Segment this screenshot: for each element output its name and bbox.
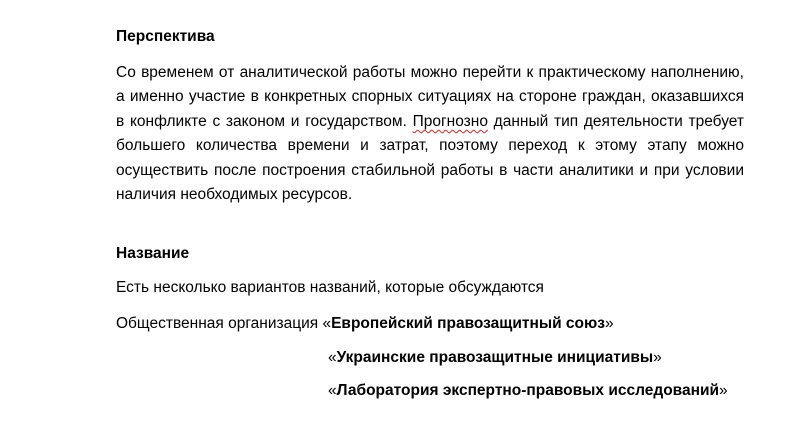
option-3-close-quote: » [719,382,728,399]
option-2-close-quote: » [653,349,662,366]
heading-name: Название [116,245,190,262]
spellcheck-flagged-word[interactable]: Прогнозно [412,112,488,130]
option-1-suffix: » [604,315,614,332]
option-2-name: Украинские правозащитные инициативы [336,349,654,366]
paragraph-text-part2: данный тип деятельности требует большего количества времени и затрат, поэтому переход к этому этапу можно осуществить после построения стабильной работы в части аналитики и при условии наличия необходимых ресурсов. [116,112,744,204]
option-1-name: Европейский правозащитный союз [331,315,605,332]
paragraph-perspective [116,61,744,207]
name-intro-line: Есть несколько вариантов названий, которые обсуждаются [116,279,544,296]
option-1-prefix: Общественная организация « [116,315,332,332]
name-option-3 [328,381,728,401]
option-3-name: Лаборатория экспертно-правовых исследований [336,382,720,399]
paragraph-text-part1: Со временем от аналитической работы можно перейти к практическому наполнению, а именно участие в конкретных спорных ситуациях на стороне граждан, оказавшихся в конфликте с законом и государством. [116,64,744,130]
name-option-2 [328,348,662,368]
heading-perspective: Перспектива [116,28,215,45]
option-2-open-quote: « [328,349,337,366]
name-option-1 [116,314,614,334]
option-3-open-quote: « [328,382,337,399]
